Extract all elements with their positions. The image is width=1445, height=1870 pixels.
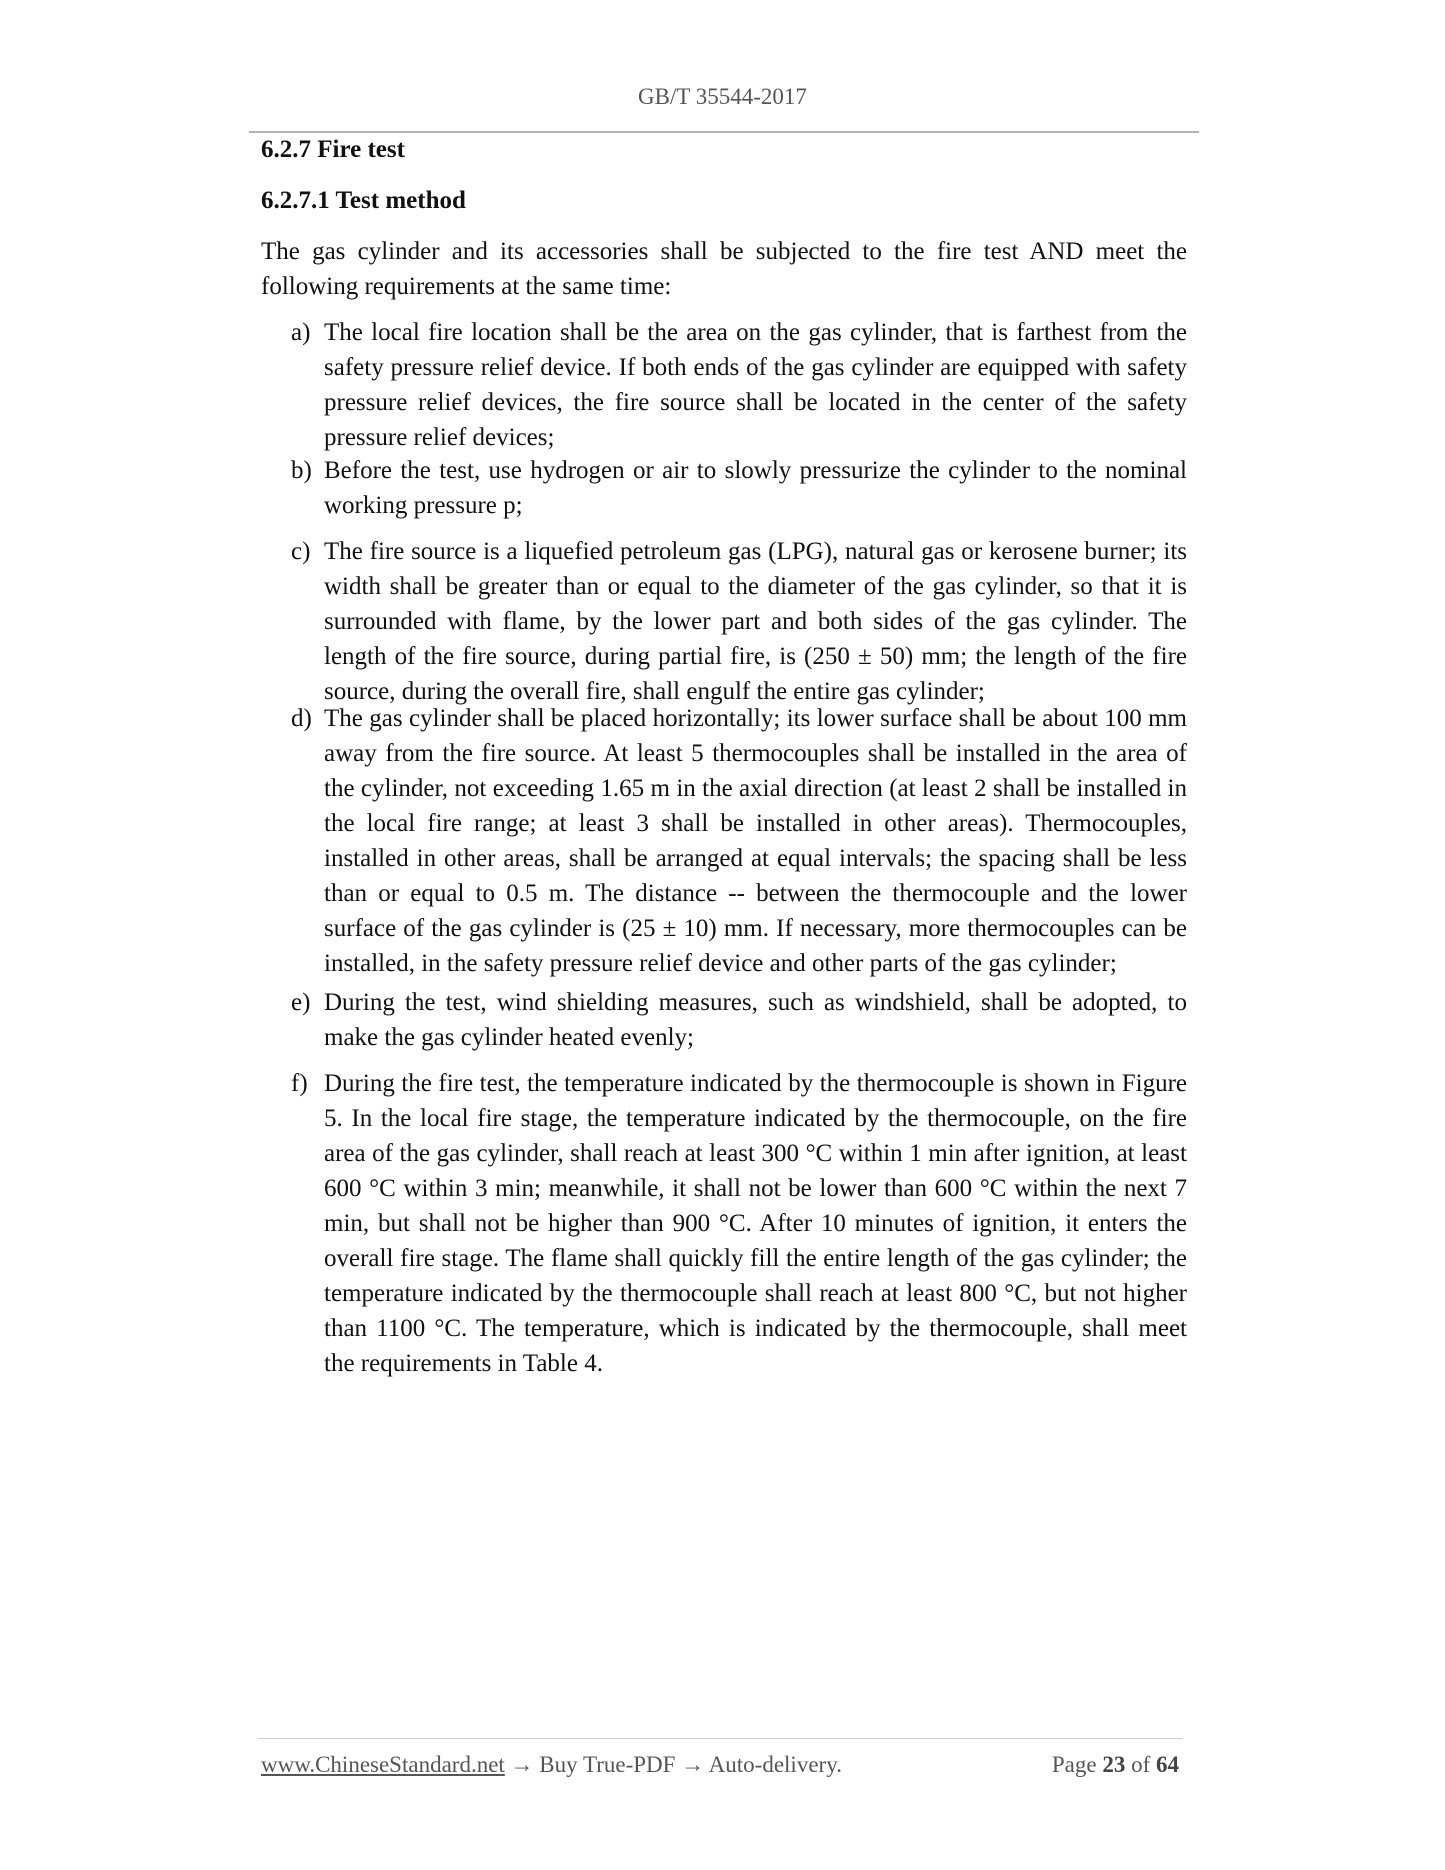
total-pages: 64 — [1156, 1752, 1179, 1777]
arrow-icon: → — [681, 1752, 705, 1777]
item-text: The local fire location shall be the area on the gas cylinder, that is farthest from the safety pressure relief device. If both ends of the gas cylinder are equipped with safety pressure relief devices, the fire source shall be located in the center of the safety pressure relief devices; — [324, 319, 1187, 451]
of-label: of — [1131, 1752, 1151, 1777]
arrow-icon: → — [510, 1752, 534, 1777]
page-label: Page — [1051, 1752, 1097, 1777]
list-item-e — [291, 985, 1187, 1055]
item-label: b) — [291, 457, 312, 484]
list-item-d — [291, 701, 1187, 981]
item-label: d) — [291, 705, 312, 732]
list-item-f — [291, 1066, 1187, 1381]
item-label: a) — [291, 319, 311, 346]
footer-divider — [258, 1738, 1183, 1739]
item-text: During the fire test, the temperature indicated by the thermocouple is shown in Figure 5. In the local fire stage, the temperature indicated by the thermocouple, on the fire area of the gas cylinder, shall reach at least 300 °C within 1 min after ignition, at least 600 °C within 3 min; meanwhile, it shall not be lower than 600 °C within the next 7 min, but shall not be higher than 900 °C. After 10 minutes of ignition, it enters the overall fire stage. The flame shall quickly fill the entire length of the gas cylinder; the temperature indicated by the thermocouple shall reach at least 800 °C, but not higher than 1100 °C. The temperature, which is indicated by the thermocouple, shall meet the requirements in Table 4. — [324, 1070, 1187, 1377]
list-item-c — [291, 534, 1187, 709]
delivery-text: Auto-delivery. — [708, 1752, 842, 1777]
page-footer — [261, 1752, 1179, 1778]
intro-paragraph: The gas cylinder and its accessories shall be subjected to the fire test AND meet the following requirements at the same time: — [261, 238, 1187, 300]
item-text: Before the test, use hydrogen or air to slowly pressurize the cylinder to the nominal working pressure p; — [324, 457, 1187, 519]
header-divider — [249, 131, 1199, 133]
section-heading: 6.2.7 Fire test — [261, 136, 405, 163]
item-text: The fire source is a liquefied petroleum gas (LPG), natural gas or kerosene burner; its width shall be greater than or equal to the diameter of the gas cylinder, so that it is surrounded with flame, by the lower part and both sides of the gas cylinder. The length of the fire source, during partial fire, is (250 ± 50) mm; the length of the fire source, during the overall fire, shall engulf the entire gas cylinder; — [324, 538, 1187, 705]
page-number — [1052, 1752, 1179, 1778]
subsection-heading: 6.2.7.1 Test method — [261, 187, 466, 214]
buy-text: Buy True-PDF — [539, 1752, 676, 1777]
website-link[interactable]: www.ChineseStandard.net — [261, 1752, 505, 1777]
footer-promo — [261, 1752, 842, 1778]
item-text: During the test, wind shielding measures, such as windshield, shall be adopted, to make the gas cylinder heated evenly; — [324, 989, 1187, 1051]
item-label: c) — [291, 538, 311, 565]
list-item-a — [291, 315, 1187, 455]
item-label: e) — [291, 989, 311, 1016]
list-item-b — [291, 453, 1187, 523]
document-id-header: GB/T 35544-2017 — [638, 84, 807, 109]
item-text: The gas cylinder shall be placed horizontally; its lower surface shall be about 100 mm away from the fire source. At least 5 thermocouples shall be installed in the area of the cylinder, not exceeding 1.65 m in the axial direction (at least 2 shall be installed in the local fire range; at least 3 shall be installed in other areas). Thermocouples, installed in other areas, shall be arranged at equal intervals; the spacing shall be less than or equal to 0.5 m. The distance -- between the thermocouple and the lower surface of the gas cylinder is (25 ± 10) mm. If necessary, more thermocouples can be installed, in the safety pressure relief device and other parts of the gas cylinder; — [324, 705, 1187, 977]
current-page: 23 — [1102, 1752, 1126, 1777]
item-label: f) — [291, 1070, 308, 1097]
